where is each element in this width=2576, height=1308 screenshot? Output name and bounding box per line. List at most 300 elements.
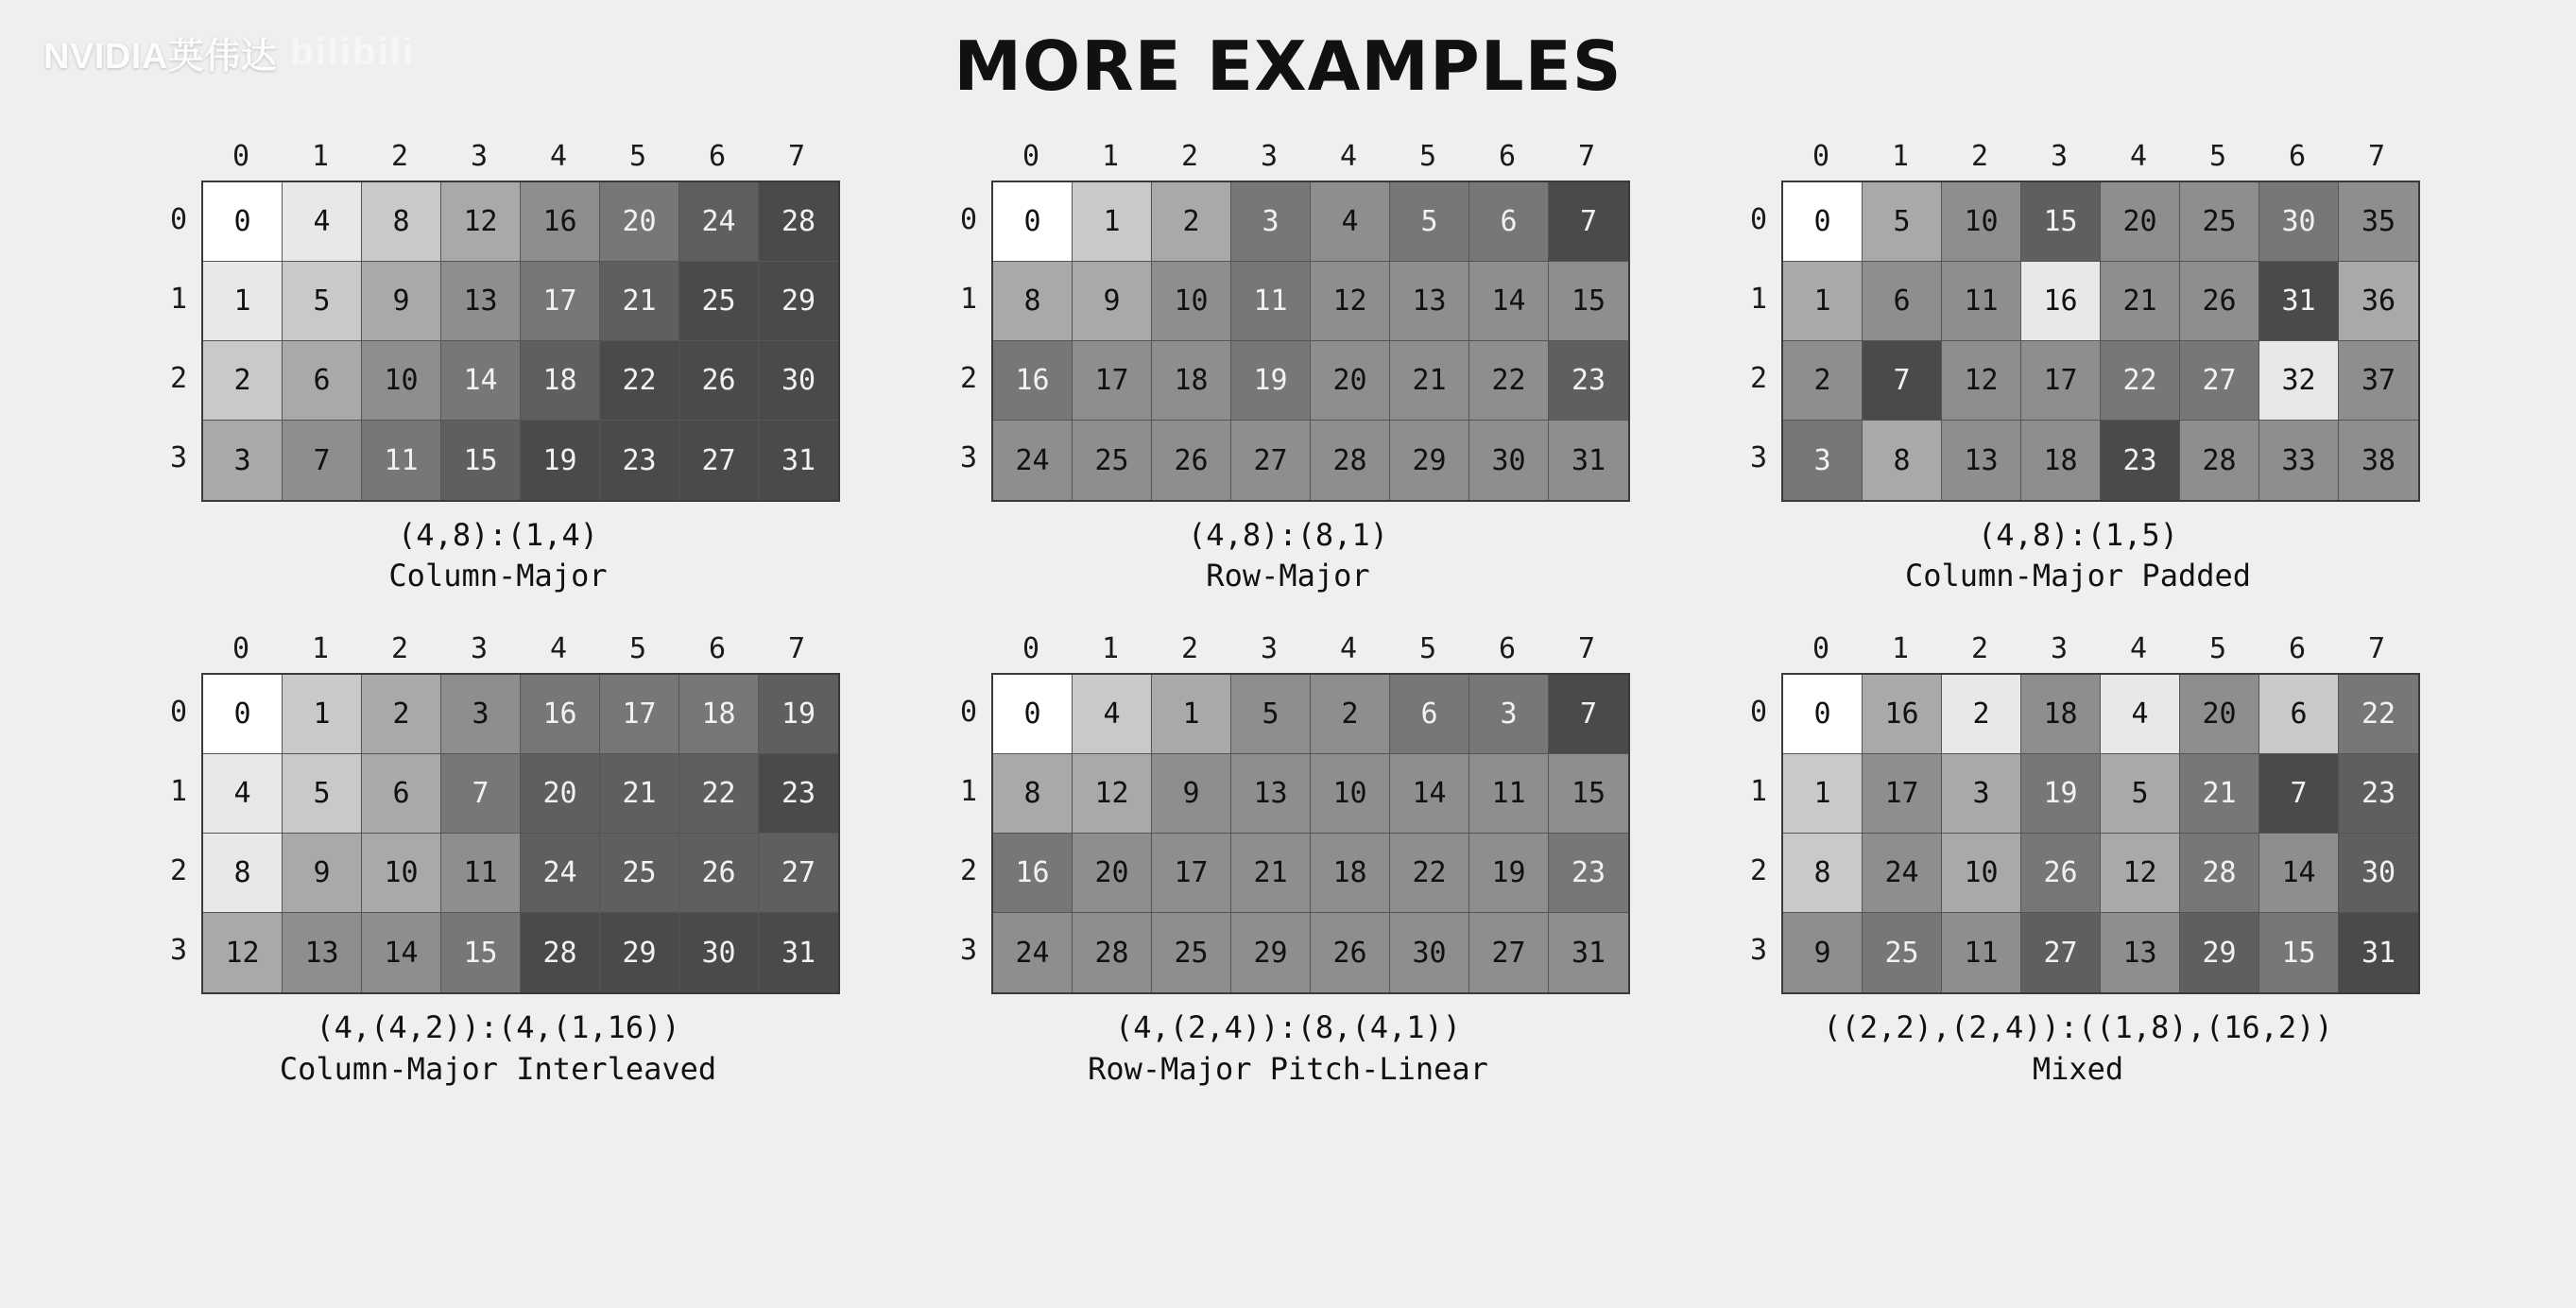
- matrix-cell: 31: [759, 421, 838, 500]
- matrix-body: [1736, 181, 2420, 502]
- matrix-cell: 27: [1231, 421, 1311, 500]
- caption-layout-spec: ((2,2),(2,4)):((1,8),(16,2)): [1823, 1009, 2333, 1046]
- column-header-label: 1: [1101, 140, 1120, 173]
- figure-column-major-interleaved: [156, 632, 840, 1089]
- matrix-cell: 18: [2021, 421, 2101, 500]
- column-header-label: 1: [1101, 632, 1120, 666]
- matrix-cell: 11: [1469, 754, 1549, 834]
- matrix-cell: 16: [521, 182, 600, 262]
- caption-layout-spec: (4,(4,2)):(4,(1,16)): [316, 1009, 680, 1046]
- matrix-cell: 30: [679, 913, 759, 992]
- matrix-cell: 1: [203, 262, 283, 341]
- matrix-row-major: [946, 140, 1630, 502]
- matrix-cell: 7: [441, 754, 521, 834]
- matrix-cell: 21: [2180, 754, 2259, 834]
- matrix-cell: 13: [1231, 754, 1311, 834]
- column-header-row: [1781, 632, 2420, 673]
- matrix-cell: 26: [1152, 421, 1231, 500]
- matrix-cell: 3: [1783, 421, 1863, 500]
- matrix-column-major-padded: [1736, 140, 2420, 502]
- matrix-cell: 17: [1073, 341, 1152, 421]
- matrix-cell: 20: [2180, 675, 2259, 754]
- column-header-label: 0: [232, 632, 250, 666]
- matrix-cell: 2: [1942, 675, 2021, 754]
- row-header-column: [1736, 673, 1781, 994]
- column-header-label: 7: [787, 632, 806, 666]
- matrix-cell: 18: [1152, 341, 1231, 421]
- matrix-cell: 11: [1231, 262, 1311, 341]
- matrix-cell: 29: [759, 262, 838, 341]
- matrix-cell: 15: [1549, 754, 1628, 834]
- matrix-row: [993, 182, 1628, 262]
- matrix-cell: 9: [1152, 754, 1231, 834]
- matrix-cell: 9: [1073, 262, 1152, 341]
- row-header-label: 2: [169, 362, 188, 395]
- matrix-cell: 10: [1152, 262, 1231, 341]
- matrix-cell: 10: [362, 341, 441, 421]
- row-header-label: 0: [959, 696, 978, 730]
- column-header-label: 3: [2050, 632, 2069, 666]
- matrix-row: [203, 754, 838, 834]
- matrix-row: [993, 754, 1628, 834]
- row-header-label: 3: [959, 934, 978, 968]
- matrix-cell: 10: [1942, 182, 2021, 262]
- matrix-cell: 0: [993, 182, 1073, 262]
- column-header-row: [991, 632, 1630, 673]
- matrix-cell: 5: [283, 754, 362, 834]
- row-header-label: 3: [1749, 441, 1768, 474]
- row-header-label: 1: [1749, 775, 1768, 809]
- matrix-cell: 26: [679, 341, 759, 421]
- matrix-row: [993, 341, 1628, 421]
- matrix-cell: 22: [2339, 675, 2418, 754]
- matrix-cell: 8: [362, 182, 441, 262]
- matrix-row: [203, 913, 838, 992]
- matrix-cell: 23: [2101, 421, 2180, 500]
- matrix-row: [993, 675, 1628, 754]
- figure-mixed: [1736, 632, 2420, 1089]
- column-header-label: 4: [1339, 632, 1358, 666]
- matrix-cell: 1: [1783, 754, 1863, 834]
- matrix-cell: 23: [1549, 834, 1628, 913]
- matrix-cell: 14: [441, 341, 521, 421]
- row-header-label: 2: [959, 854, 978, 888]
- matrix-cell: 27: [1469, 913, 1549, 992]
- row-header-column: [946, 181, 991, 502]
- matrix-cell: 26: [2180, 262, 2259, 341]
- matrix-cell: 26: [679, 834, 759, 913]
- row-header-label: 3: [169, 441, 188, 474]
- matrix-cell: 27: [759, 834, 838, 913]
- matrix-row: [203, 421, 838, 500]
- matrix-cell: 1: [1783, 262, 1863, 341]
- matrix-cell: 4: [283, 182, 362, 262]
- matrix-cell: 28: [521, 913, 600, 992]
- matrix-body: [1736, 673, 2420, 994]
- column-header-label: 2: [1180, 632, 1199, 666]
- matrix-cells: [201, 673, 840, 994]
- matrix-cells: [991, 673, 1630, 994]
- matrix-cell: 20: [1311, 341, 1390, 421]
- matrix-cell: 12: [441, 182, 521, 262]
- column-header-label: 1: [311, 140, 330, 173]
- matrix-cell: 1: [1152, 675, 1231, 754]
- matrix-cell: 31: [2259, 262, 2339, 341]
- row-header-label: 3: [1749, 934, 1768, 968]
- matrix-cell: 32: [2259, 341, 2339, 421]
- column-header-label: 3: [470, 140, 489, 173]
- matrix-row: [203, 834, 838, 913]
- row-header-label: 3: [959, 441, 978, 474]
- matrix-cell: 12: [1942, 341, 2021, 421]
- matrix-cell: 13: [1390, 262, 1469, 341]
- matrix-cell: 14: [2259, 834, 2339, 913]
- matrix-cell: 10: [1942, 834, 2021, 913]
- matrix-row: [993, 421, 1628, 500]
- column-header-label: 5: [628, 632, 647, 666]
- caption-layout-spec: (4,8):(1,5): [1978, 517, 2178, 553]
- matrix-cell: 5: [1863, 182, 1942, 262]
- matrix-cell: 2: [1783, 341, 1863, 421]
- matrix-cell: 22: [600, 341, 679, 421]
- matrix-cell: 2: [1152, 182, 1231, 262]
- matrix-cell: 24: [1863, 834, 1942, 913]
- matrix-cell: 22: [679, 754, 759, 834]
- column-header-label: 2: [390, 140, 409, 173]
- column-header-label: 3: [470, 632, 489, 666]
- matrix-body: [156, 673, 840, 994]
- column-header-label: 3: [1260, 140, 1279, 173]
- matrix-cell: 9: [283, 834, 362, 913]
- matrix-cell: 3: [441, 675, 521, 754]
- matrix-cell: 16: [993, 341, 1073, 421]
- matrix-cell: 8: [993, 754, 1073, 834]
- column-header-label: 4: [549, 140, 568, 173]
- caption-layout-name: Row-Major: [1206, 558, 1370, 594]
- matrix-cell: 5: [1231, 675, 1311, 754]
- matrix-cell: 25: [679, 262, 759, 341]
- matrix-cell: 17: [2021, 341, 2101, 421]
- matrix-cell: 11: [441, 834, 521, 913]
- matrix-cell: 21: [1231, 834, 1311, 913]
- matrix-cell: 31: [1549, 913, 1628, 992]
- matrix-cell: 6: [362, 754, 441, 834]
- matrix-cell: 21: [600, 262, 679, 341]
- matrix-cell: 3: [1231, 182, 1311, 262]
- matrix-cell: 22: [1469, 341, 1549, 421]
- matrix-cell: 29: [600, 913, 679, 992]
- row-header-label: 1: [959, 775, 978, 809]
- matrix-row: [203, 341, 838, 421]
- column-header-label: 2: [1180, 140, 1199, 173]
- matrix-cell: 27: [2021, 913, 2101, 992]
- matrix-cell: 28: [2180, 834, 2259, 913]
- matrix-cell: 2: [1311, 675, 1390, 754]
- matrix-cell: 13: [2101, 913, 2180, 992]
- column-header-label: 6: [1498, 632, 1517, 666]
- figure-caption: [388, 515, 607, 596]
- matrix-cell: 19: [521, 421, 600, 500]
- matrix-cell: 29: [1390, 421, 1469, 500]
- column-header-label: 4: [2129, 140, 2148, 173]
- matrix-cell: 20: [1073, 834, 1152, 913]
- row-header-label: 0: [169, 696, 188, 730]
- matrix-cell: 29: [1231, 913, 1311, 992]
- matrix-cell: 20: [600, 182, 679, 262]
- row-header-label: 0: [1749, 696, 1768, 730]
- row-header-label: 2: [169, 854, 188, 888]
- row-header-column: [156, 673, 201, 994]
- column-header-label: 0: [1022, 632, 1040, 666]
- matrix-cell: 4: [203, 754, 283, 834]
- matrix-cell: 13: [1942, 421, 2021, 500]
- matrix-body: [946, 181, 1630, 502]
- matrix-cell: 7: [283, 421, 362, 500]
- matrix-cell: 5: [1390, 182, 1469, 262]
- matrix-cell: 30: [2339, 834, 2418, 913]
- matrix-cell: 31: [759, 913, 838, 992]
- column-header-label: 0: [1812, 632, 1830, 666]
- column-header-label: 6: [2288, 140, 2307, 173]
- matrix-cell: 12: [203, 913, 283, 992]
- caption-layout-name: Column-Major Padded: [1904, 558, 2252, 594]
- matrix-row: [1783, 754, 2418, 834]
- matrix-cell: 18: [521, 341, 600, 421]
- column-header-label: 6: [2288, 632, 2307, 666]
- matrix-body: [156, 181, 840, 502]
- column-header-label: 3: [2050, 140, 2069, 173]
- matrix-cell: 28: [2180, 421, 2259, 500]
- matrix-row: [203, 262, 838, 341]
- matrix-cell: 30: [759, 341, 838, 421]
- matrix-cell: 27: [679, 421, 759, 500]
- matrix-cell: 0: [203, 675, 283, 754]
- matrix-row-major-pitch-linear: [946, 632, 1630, 994]
- figures-row-bottom: [156, 632, 2420, 1089]
- matrix-cells: [201, 181, 840, 502]
- column-header-label: 0: [1812, 140, 1830, 173]
- column-header-label: 7: [2367, 140, 2386, 173]
- matrix-cell: 27: [2180, 341, 2259, 421]
- matrix-row: [1783, 675, 2418, 754]
- column-header-row: [1781, 140, 2420, 181]
- matrix-cell: 28: [1073, 913, 1152, 992]
- matrix-cell: 21: [2101, 262, 2180, 341]
- row-header-label: 1: [959, 283, 978, 316]
- matrix-cell: 20: [521, 754, 600, 834]
- matrix-cell: 5: [283, 262, 362, 341]
- row-header-label: 2: [959, 362, 978, 395]
- matrix-cell: 25: [1863, 913, 1942, 992]
- row-header-column: [156, 181, 201, 502]
- matrix-cell: 28: [759, 182, 838, 262]
- matrix-row: [203, 182, 838, 262]
- figure-caption: [1188, 515, 1388, 596]
- column-header-label: 3: [1260, 632, 1279, 666]
- column-header-label: 4: [2129, 632, 2148, 666]
- matrix-cell: 14: [362, 913, 441, 992]
- matrix-cell: 6: [1390, 675, 1469, 754]
- column-header-row: [201, 632, 840, 673]
- figures-row-top: [156, 140, 2420, 596]
- matrix-cell: 16: [2021, 262, 2101, 341]
- row-header-label: 1: [169, 775, 188, 809]
- matrix-column-major: [156, 140, 840, 502]
- matrix-cell: 14: [1469, 262, 1549, 341]
- matrix-mixed: [1736, 632, 2420, 994]
- row-header-label: 2: [1749, 854, 1768, 888]
- matrix-cell: 24: [521, 834, 600, 913]
- column-header-label: 0: [1022, 140, 1040, 173]
- matrix-cell: 8: [993, 262, 1073, 341]
- matrix-cell: 0: [1783, 675, 1863, 754]
- matrix-row: [1783, 913, 2418, 992]
- matrix-cell: 8: [203, 834, 283, 913]
- matrix-row: [993, 913, 1628, 992]
- column-header-label: 5: [2208, 140, 2227, 173]
- matrix-cell: 2: [203, 341, 283, 421]
- row-header-label: 0: [169, 203, 188, 236]
- matrix-cell: 12: [2101, 834, 2180, 913]
- matrix-cell: 10: [362, 834, 441, 913]
- matrix-cell: 15: [441, 913, 521, 992]
- matrix-cell: 18: [1311, 834, 1390, 913]
- column-header-label: 2: [390, 632, 409, 666]
- matrix-cell: 14: [1390, 754, 1469, 834]
- watermark: [43, 26, 415, 78]
- matrix-cell: 38: [2339, 421, 2418, 500]
- column-header-label: 1: [311, 632, 330, 666]
- matrix-cell: 4: [1311, 182, 1390, 262]
- figure-caption: [280, 1007, 716, 1089]
- matrix-cell: 6: [2259, 675, 2339, 754]
- column-header-label: 1: [1891, 140, 1910, 173]
- matrix-cell: 26: [2021, 834, 2101, 913]
- matrix-cell: 20: [2101, 182, 2180, 262]
- matrix-cell: 8: [1783, 834, 1863, 913]
- watermark-brand: NVIDIA英伟达: [43, 37, 278, 77]
- matrix-column-major-interleaved: [156, 632, 840, 994]
- column-header-label: 5: [2208, 632, 2227, 666]
- caption-layout-name: Column-Major: [388, 558, 608, 594]
- column-header-row: [991, 140, 1630, 181]
- matrix-cell: 15: [1549, 262, 1628, 341]
- matrix-cell: 0: [993, 675, 1073, 754]
- row-header-label: 3: [169, 934, 188, 968]
- matrix-cells: [991, 181, 1630, 502]
- matrix-cell: 15: [441, 421, 521, 500]
- matrix-cell: 15: [2259, 913, 2339, 992]
- row-header-label: 0: [1749, 203, 1768, 236]
- caption-layout-name: Column-Major Interleaved: [279, 1050, 717, 1087]
- matrix-cell: 17: [521, 262, 600, 341]
- matrix-cell: 11: [1942, 913, 2021, 992]
- figure-row-major: [946, 140, 1630, 596]
- row-header-label: 0: [959, 203, 978, 236]
- matrix-cell: 24: [993, 913, 1073, 992]
- caption-layout-name: Mixed: [2032, 1050, 2124, 1087]
- matrix-cell: 16: [1863, 675, 1942, 754]
- matrix-cell: 29: [2180, 913, 2259, 992]
- matrix-cells: [1781, 673, 2420, 994]
- column-header-label: 7: [1577, 140, 1596, 173]
- matrix-cell: 25: [600, 834, 679, 913]
- matrix-row: [1783, 421, 2418, 500]
- matrix-cell: 18: [679, 675, 759, 754]
- matrix-cell: 4: [2101, 675, 2180, 754]
- matrix-cell: 16: [993, 834, 1073, 913]
- figures-container: [0, 140, 2576, 1090]
- matrix-cell: 31: [2339, 913, 2418, 992]
- matrix-cell: 25: [1152, 913, 1231, 992]
- matrix-cell: 35: [2339, 182, 2418, 262]
- column-header-label: 6: [708, 140, 727, 173]
- matrix-cell: 6: [1863, 262, 1942, 341]
- column-header-label: 2: [1970, 140, 1989, 173]
- matrix-cell: 8: [1863, 421, 1942, 500]
- matrix-cell: 6: [283, 341, 362, 421]
- figure-row-major-pitch-linear: [946, 632, 1630, 1089]
- matrix-cell: 33: [2259, 421, 2339, 500]
- page-title: MORE EXAMPLES: [953, 26, 1623, 106]
- matrix-cell: 22: [1390, 834, 1469, 913]
- matrix-cell: 19: [1231, 341, 1311, 421]
- matrix-cell: 23: [759, 754, 838, 834]
- matrix-cell: 23: [600, 421, 679, 500]
- caption-layout-spec: (4,(2,4)):(8,(4,1)): [1114, 1009, 1462, 1046]
- figure-caption: [1823, 1007, 2332, 1089]
- matrix-cell: 23: [2339, 754, 2418, 834]
- caption-layout-name: Row-Major Pitch-Linear: [1088, 1050, 1488, 1087]
- matrix-cell: 11: [362, 421, 441, 500]
- matrix-cell: 0: [203, 182, 283, 262]
- matrix-cell: 13: [283, 913, 362, 992]
- matrix-cell: 5: [2101, 754, 2180, 834]
- column-header-label: 7: [787, 140, 806, 173]
- figure-caption: [1905, 515, 2251, 596]
- row-header-column: [1736, 181, 1781, 502]
- column-header-row: [201, 140, 840, 181]
- row-header-label: 1: [169, 283, 188, 316]
- matrix-cell: 3: [1942, 754, 2021, 834]
- matrix-cell: 21: [600, 754, 679, 834]
- matrix-cell: 17: [1152, 834, 1231, 913]
- matrix-cell: 0: [1783, 182, 1863, 262]
- matrix-body: [946, 673, 1630, 994]
- matrix-cell: 26: [1311, 913, 1390, 992]
- matrix-cell: 13: [441, 262, 521, 341]
- matrix-row: [993, 834, 1628, 913]
- matrix-row: [1783, 834, 2418, 913]
- matrix-cell: 1: [1073, 182, 1152, 262]
- matrix-cell: 24: [679, 182, 759, 262]
- column-header-label: 4: [1339, 140, 1358, 173]
- matrix-cell: 31: [1549, 421, 1628, 500]
- matrix-cell: 22: [2101, 341, 2180, 421]
- row-header-label: 1: [1749, 283, 1768, 316]
- matrix-cell: 25: [2180, 182, 2259, 262]
- matrix-cell: 19: [2021, 754, 2101, 834]
- matrix-cell: 10: [1311, 754, 1390, 834]
- matrix-cell: 17: [600, 675, 679, 754]
- column-header-label: 6: [1498, 140, 1517, 173]
- matrix-cell: 30: [2259, 182, 2339, 262]
- matrix-cell: 12: [1311, 262, 1390, 341]
- column-header-label: 5: [1418, 632, 1437, 666]
- matrix-cell: 1: [283, 675, 362, 754]
- matrix-cell: 30: [1469, 421, 1549, 500]
- column-header-label: 7: [1577, 632, 1596, 666]
